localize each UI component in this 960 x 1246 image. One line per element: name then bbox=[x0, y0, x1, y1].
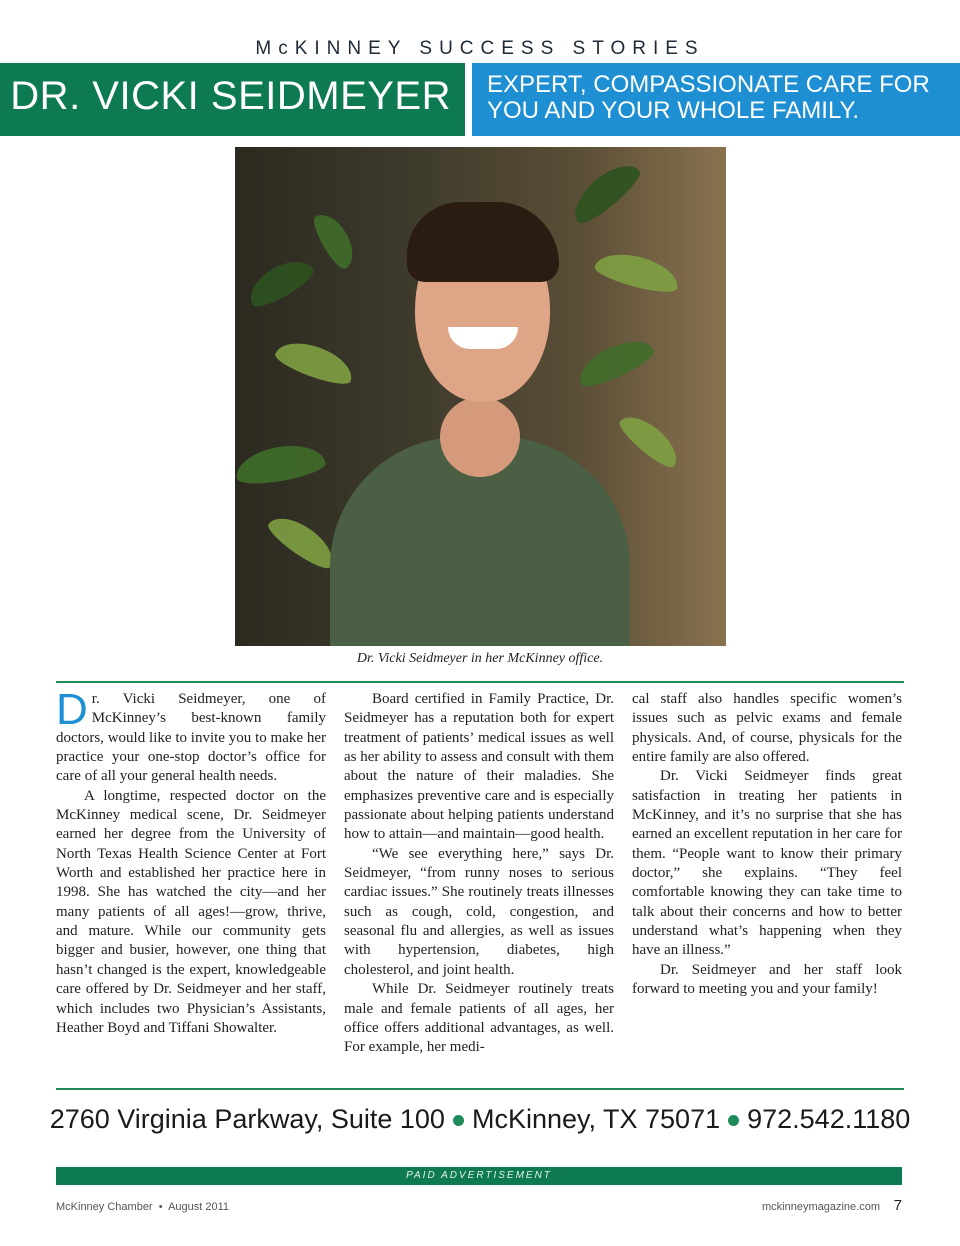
paragraph: Dr. Vicki Seidmeyer finds great satisfaction in treating her patients in McKinney, and it’s no surprise that she has earned an excellent reputation in her care for them. “People want to know their primary doctor,” she explains. “They feel comfortable knowing they can take time to talk about their concerns and how to better understand what’s happening when they have an illness.” bbox=[632, 768, 902, 959]
article-column-1 bbox=[56, 685, 326, 1038]
paragraph: cal staff also handles specific women’s issues such as pelvic exams and female physicals. And, of course, physicals for the entire family are also offered. bbox=[632, 691, 902, 766]
tagline-banner bbox=[472, 63, 960, 136]
divider-top bbox=[56, 681, 904, 683]
paragraph: A longtime, respected doctor on the McKinney medical scene, Dr. Seidmeyer earned her degree from the University of North Texas Health Science Center at Fort Worth and established her practice here in 1998. She has watched the city—and her many patients of all ages!—grow, thrive, and mature. While our community gets bigger and busier, however, one thing that hasn’t changed is the expert, knowledgeable care offered by Dr. Seidmeyer and her staff, which includes two Physician’s Assistants, Heather Boyd and Tiffani Showalter. bbox=[56, 787, 326, 1036]
doctor-name-banner bbox=[0, 63, 465, 136]
paid-advertisement-label: PAID ADVERTISEMENT bbox=[56, 1167, 902, 1185]
street-address: 2760 Virginia Parkway, Suite 100 bbox=[49, 1104, 445, 1134]
doctor-name: DR. VICKI SEIDMEYER bbox=[10, 74, 451, 118]
photo-caption: Dr. Vicki Seidmeyer in her McKinney office. bbox=[356, 651, 604, 666]
footer-publication bbox=[56, 1201, 229, 1213]
article-column-2 bbox=[344, 690, 614, 1058]
bullet-dot-icon bbox=[453, 1115, 464, 1126]
contact-line bbox=[0, 1104, 960, 1135]
issue-date: August 2011 bbox=[168, 1201, 230, 1213]
phone-number: 972.542.1180 bbox=[747, 1104, 911, 1134]
drop-cap: D bbox=[56, 685, 88, 734]
paragraph: “We see everything here,” says Dr. Seidmeyer, “from runny noses to serious cardiac issues.” She routinely treats illnesses such as cough, cold, congestion, and seasonal flu and allergies, as well as issues with hypertension, diabetes, high cholesterol, and joint health. bbox=[344, 845, 614, 978]
paragraph: Dr. Vicki Seidmeyer, one of McKinney’s best-known family doctors, would like to invite you to make her practice your one-stop doctor’s office for care of all your general health needs. bbox=[56, 685, 326, 785]
article-column-3 bbox=[632, 690, 902, 1000]
section-kicker: McKINNEY SUCCESS STORIES bbox=[255, 38, 705, 59]
footer-website: mckinneymagazine.com bbox=[762, 1201, 880, 1213]
paragraph: Board certified in Family Practice, Dr. Seidmeyer has a reputation both for expert treatment of patients’ medical issues as well as her ability to assess and consult with them about the nature of their maladies. She emphasizes preventive care and is especially passionate about helping patients understand how to attain—and maintain—good health. bbox=[344, 691, 614, 843]
city-state-zip: McKinney, TX 75071 bbox=[471, 1104, 721, 1134]
doctor-portrait-photo bbox=[235, 147, 726, 646]
paragraph: While Dr. Seidmeyer routinely treats male and female patients of all ages, her office offers additional advantages, as well. For example, her medi- bbox=[344, 981, 614, 1056]
tagline-line-2: YOU AND YOUR WHOLE FAMILY. bbox=[487, 97, 860, 124]
publication-name: McKinney Chamber bbox=[56, 1201, 153, 1213]
divider-bottom bbox=[56, 1088, 904, 1090]
paragraph: Dr. Seidmeyer and her staff look forward to meeting you and your family! bbox=[632, 961, 902, 998]
tagline-line-1: EXPERT, COMPASSIONATE CARE FOR bbox=[487, 71, 930, 98]
footer-separator: • bbox=[158, 1201, 163, 1213]
page-number: 7 bbox=[893, 1197, 902, 1214]
bullet-dot-icon bbox=[728, 1115, 739, 1126]
